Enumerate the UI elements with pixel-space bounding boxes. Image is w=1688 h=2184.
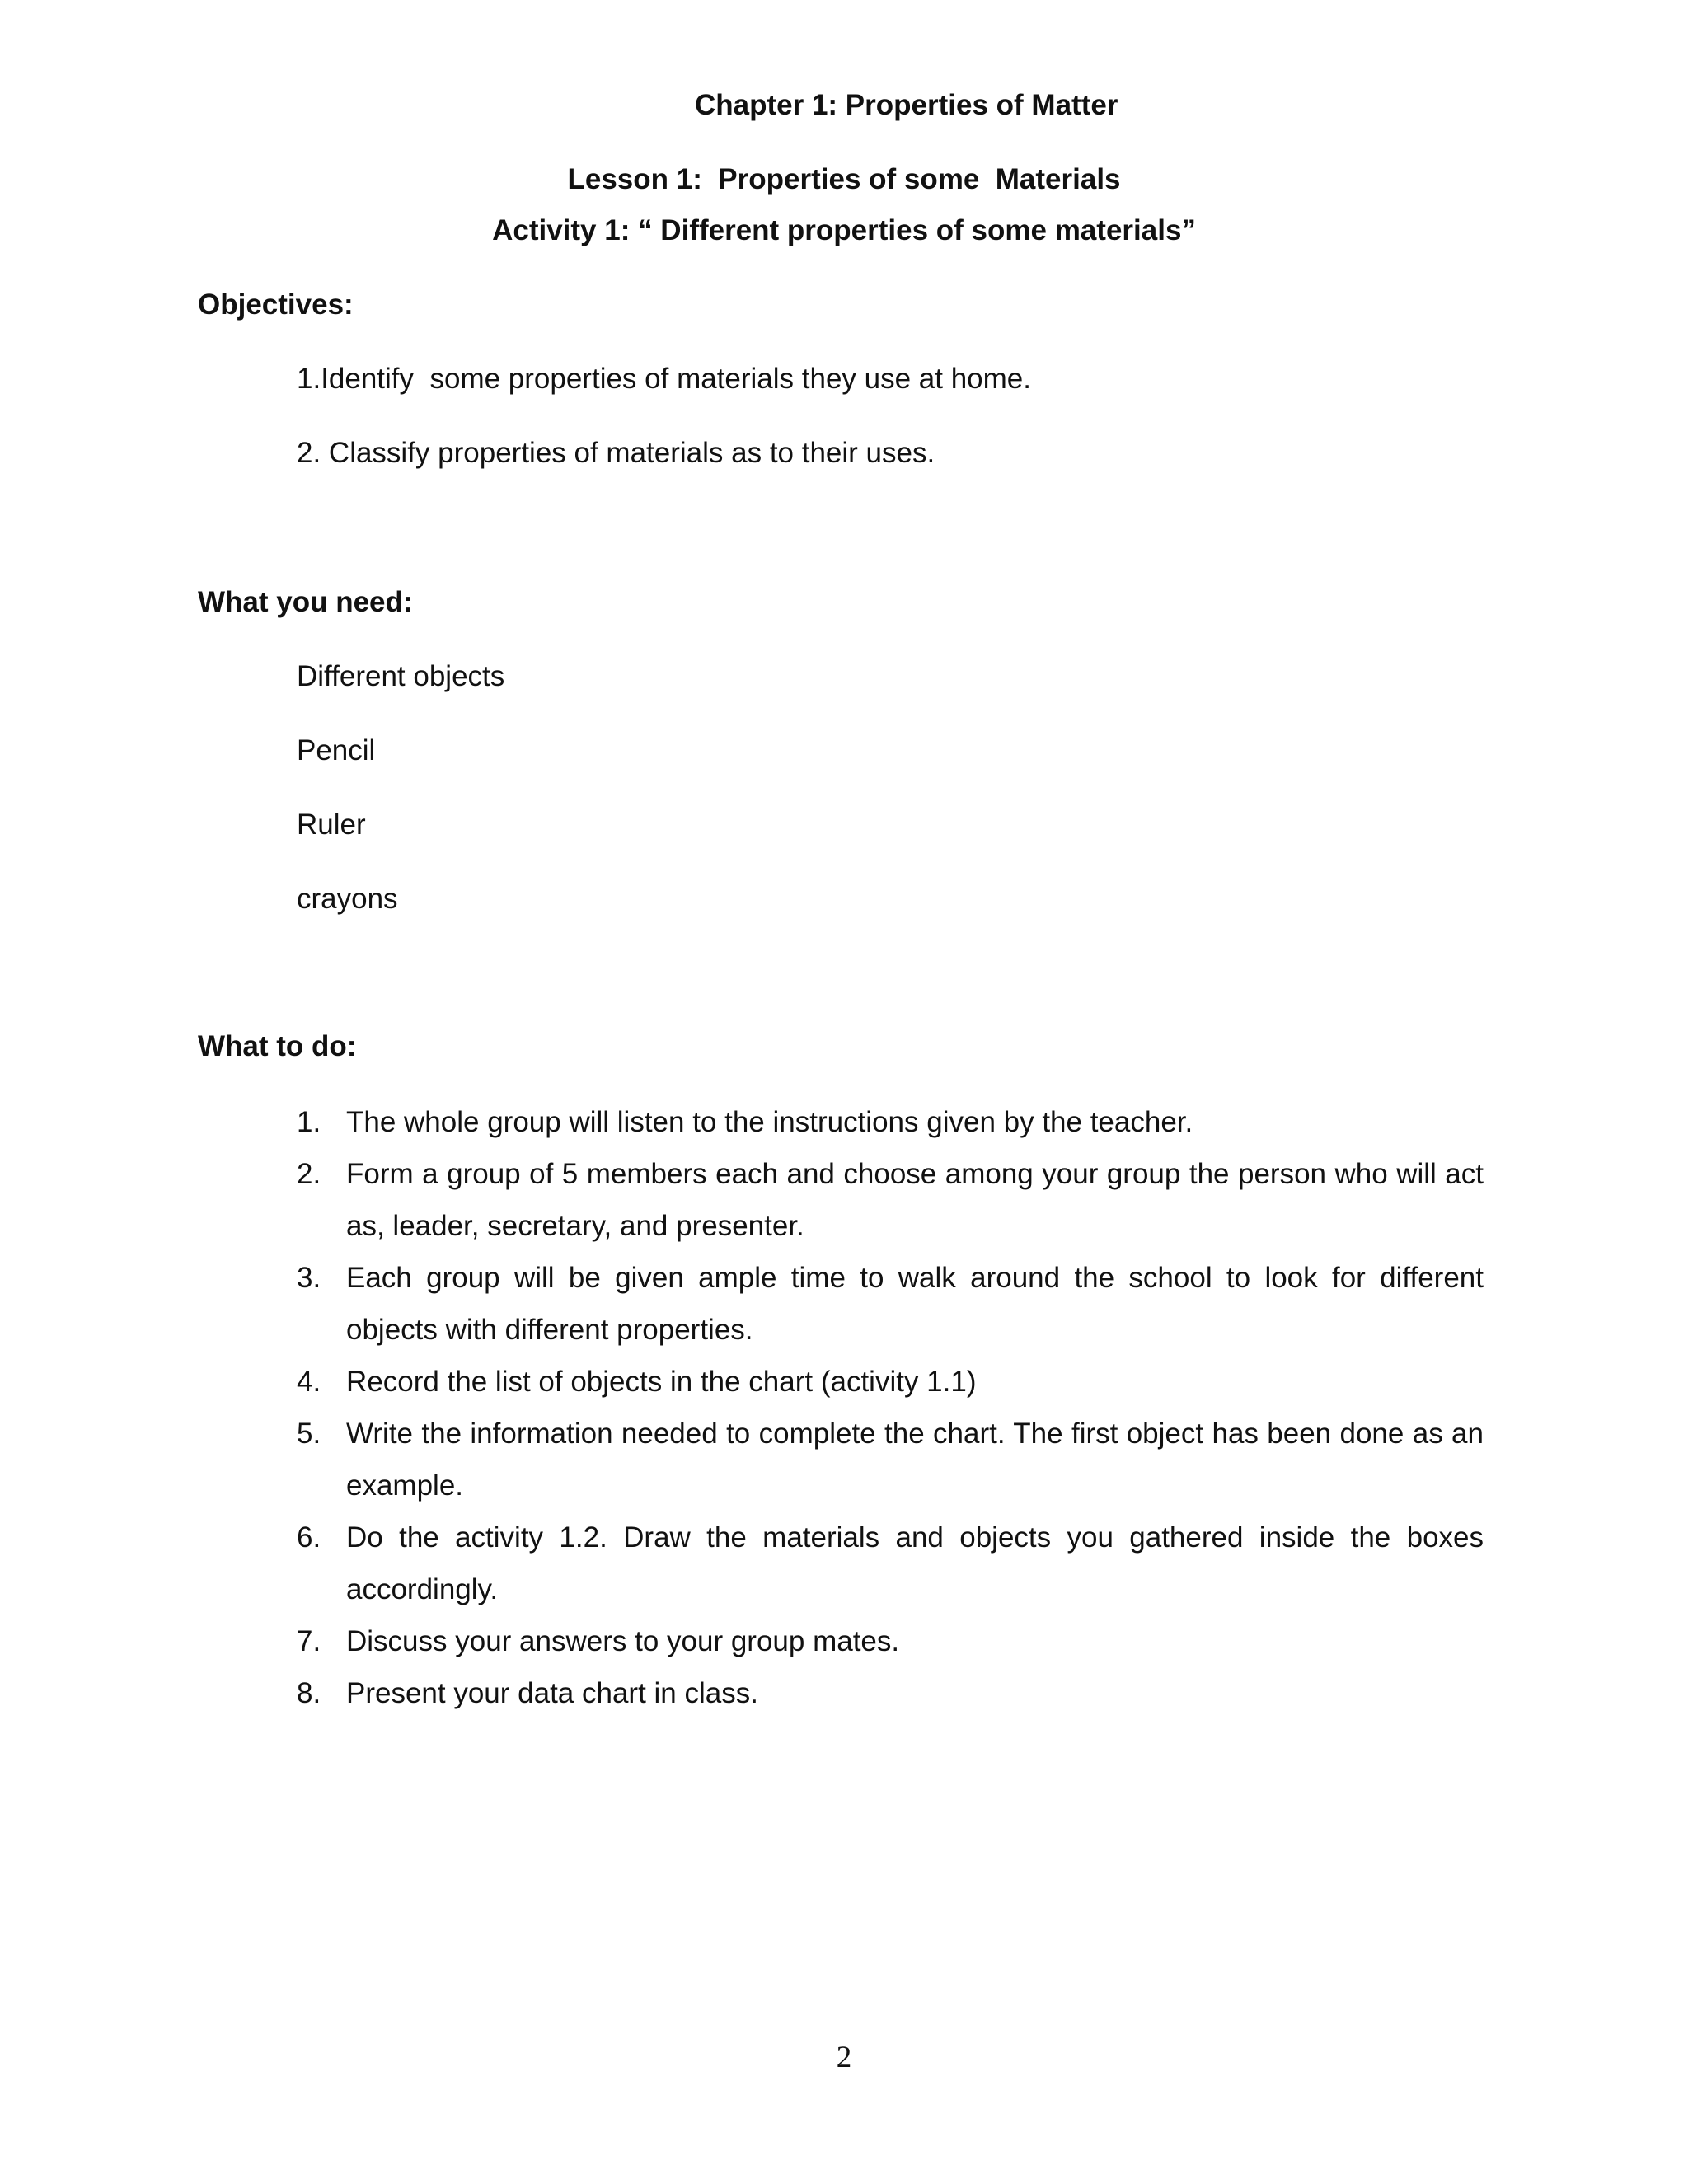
objective-item: 2. Classify properties of materials as to their uses. xyxy=(297,437,935,469)
procedure-step xyxy=(297,1356,1484,1408)
step-number: 1. xyxy=(297,1106,321,1138)
page-number: 2 xyxy=(836,2041,852,2074)
step-text: Each group will be given ample time to walk around the school to look for different objects with different properties. xyxy=(346,1262,1484,1346)
procedure-step xyxy=(297,1096,1484,1148)
step-number: 7. xyxy=(297,1625,321,1657)
procedure-list xyxy=(297,1096,1484,1719)
step-number: 4. xyxy=(297,1366,321,1398)
step-text: Present your data chart in class. xyxy=(346,1677,758,1709)
step-text: Do the activity 1.2. Draw the materials and objects you gathered inside the boxes accordingly. xyxy=(346,1521,1484,1605)
material-item: Ruler xyxy=(297,808,366,841)
step-number: 2. xyxy=(297,1158,321,1190)
step-number: 6. xyxy=(297,1521,321,1554)
material-item: Pencil xyxy=(297,734,376,766)
material-item: crayons xyxy=(297,883,398,915)
step-text: Record the list of objects in the chart (activity 1.1) xyxy=(346,1366,977,1398)
activity-title: Activity 1: “ Different properties of some materials” xyxy=(492,214,1196,246)
material-item: Different objects xyxy=(297,660,505,692)
procedure-step xyxy=(297,1511,1484,1615)
step-text: Write the information needed to complete the chart. The first object has been done as an example. xyxy=(346,1418,1484,1502)
step-number: 3. xyxy=(297,1262,321,1294)
chapter-title: Chapter 1: Properties of Matter xyxy=(695,89,1118,121)
procedure-step xyxy=(297,1252,1484,1356)
procedure-step xyxy=(297,1667,1484,1719)
materials-heading: What you need: xyxy=(198,586,413,618)
step-text: The whole group will listen to the instructions given by the teacher. xyxy=(346,1106,1193,1138)
procedure-step xyxy=(297,1408,1484,1511)
objective-item: 1.Identify some properties of materials they use at home. xyxy=(297,363,1031,395)
procedure-step xyxy=(297,1148,1484,1252)
lesson-title: Lesson 1: Properties of some Materials xyxy=(567,163,1121,195)
step-text: Discuss your answers to your group mates. xyxy=(346,1625,900,1657)
procedure-step xyxy=(297,1615,1484,1667)
step-number: 8. xyxy=(297,1677,321,1709)
step-text: Form a group of 5 members each and choose among your group the person who will act as, leader, secretary, and presenter. xyxy=(346,1158,1484,1242)
objectives-heading: Objectives: xyxy=(198,288,354,321)
step-number: 5. xyxy=(297,1418,321,1450)
procedure-heading: What to do: xyxy=(198,1030,357,1062)
